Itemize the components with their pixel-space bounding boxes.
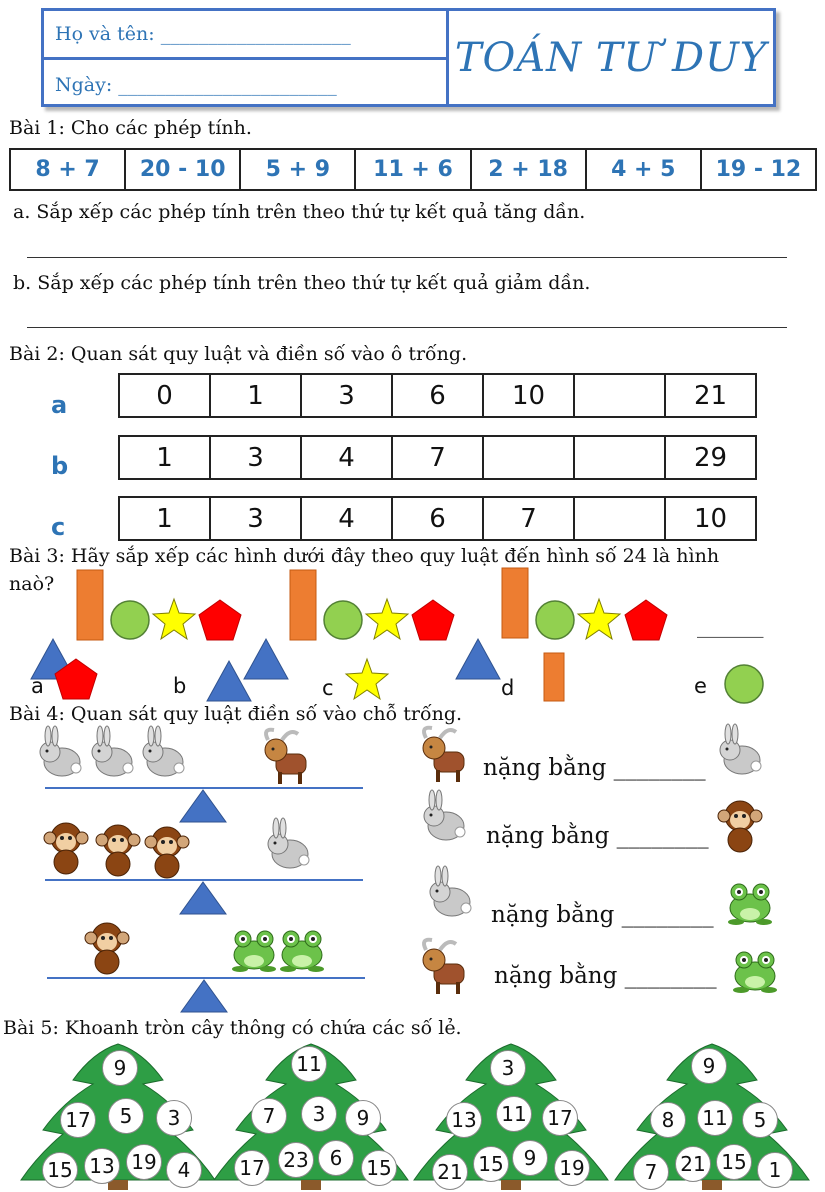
tree-number: 11 xyxy=(496,1096,532,1132)
frog-icon xyxy=(733,952,777,993)
answer-line-b[interactable] xyxy=(27,327,787,328)
bai3-answer-blank[interactable]: _______ xyxy=(697,616,764,638)
tree-number: 7 xyxy=(633,1154,669,1190)
header-box xyxy=(41,8,776,107)
expression-cell: 20 - 10 xyxy=(126,150,241,189)
page-title: TOÁN TƯ DUY xyxy=(454,34,768,81)
triangle-shape xyxy=(244,639,288,679)
tree-number: 13 xyxy=(446,1102,482,1138)
bai4-title: Bài 4: Quan sát quy luật điền số vào chỗ trống. xyxy=(9,703,463,725)
option-b-label: b xyxy=(173,674,187,698)
expression-cell: 8 + 7 xyxy=(11,150,126,189)
answer-line-a[interactable] xyxy=(27,257,787,258)
pentagon-shape xyxy=(199,600,241,640)
bai1-question-b: b. Sắp xếp các phép tính trên theo thứ tự kết quả giảm dần. xyxy=(13,272,591,294)
sequence-cell: 0 xyxy=(120,375,211,416)
tree-number: 11 xyxy=(291,1046,327,1082)
monkey-icon xyxy=(718,801,762,852)
tree-number: 15 xyxy=(361,1150,397,1186)
tree-number: 8 xyxy=(650,1102,686,1138)
tree-number: 15 xyxy=(42,1152,78,1188)
triangle-shape xyxy=(456,639,500,679)
tree-number: 21 xyxy=(432,1154,468,1190)
sequence-cell: 4 xyxy=(302,498,393,539)
expression-cell: 4 + 5 xyxy=(587,150,702,189)
tree-number: 15 xyxy=(716,1144,752,1180)
tree-number: 7 xyxy=(251,1098,287,1134)
tree-number: 17 xyxy=(542,1100,578,1136)
bai3-title-2: naò? xyxy=(9,573,55,595)
date-label: Ngày: _______________________ xyxy=(55,74,337,96)
frog-icon xyxy=(232,931,276,972)
sequence-cell: 6 xyxy=(393,375,484,416)
star-shape xyxy=(153,599,195,639)
sequence-cell: 1 xyxy=(211,375,302,416)
comparison-text-4[interactable]: nặng bằng ________ xyxy=(494,963,717,989)
tree-number: 11 xyxy=(697,1100,733,1136)
sequence-row-c xyxy=(118,496,757,541)
rabbit-icon xyxy=(720,724,761,774)
row-label-a: a xyxy=(51,391,68,419)
sequence-cell: 3 xyxy=(211,437,302,478)
tree-number: 23 xyxy=(278,1142,314,1178)
circle-shape xyxy=(536,601,574,639)
sequence-cell-blank[interactable] xyxy=(484,437,575,478)
tree-number: 17 xyxy=(234,1150,270,1186)
sequence-cell: 3 xyxy=(211,498,302,539)
row-label-c: c xyxy=(51,513,66,541)
star-shape xyxy=(578,599,620,639)
option-d-rectangle[interactable] xyxy=(544,653,564,701)
tree-number: 6 xyxy=(318,1140,354,1176)
tree-number: 13 xyxy=(84,1148,120,1184)
expression-cell: 2 + 18 xyxy=(472,150,587,189)
sequence-cell-blank[interactable] xyxy=(575,437,666,478)
tree-number: 9 xyxy=(102,1050,138,1086)
tree-number: 19 xyxy=(126,1144,162,1180)
comparison-text-3[interactable]: nặng bằng ________ xyxy=(491,902,714,928)
option-c-star[interactable] xyxy=(346,659,388,699)
comparison-text-2[interactable]: nặng bằng ________ xyxy=(486,823,709,849)
rabbit-icon xyxy=(430,866,471,916)
sequence-cell: 4 xyxy=(302,437,393,478)
expression-cell: 19 - 12 xyxy=(715,157,802,182)
sequence-row-b xyxy=(118,435,757,480)
goat-icon xyxy=(423,940,464,994)
tree-number: 21 xyxy=(675,1146,711,1182)
sequence-cell: 1 xyxy=(120,437,211,478)
expression-table xyxy=(9,148,817,191)
sequence-cell: 7 xyxy=(484,498,575,539)
tree-number: 5 xyxy=(108,1098,144,1134)
goat-icon xyxy=(423,728,464,782)
bai2-title: Bài 2: Quan sát quy luật và điền số vào ô trống. xyxy=(9,343,468,365)
bai1-title: Bài 1: Cho các phép tính. xyxy=(9,117,252,139)
name-label: Họ và tên: ____________________ xyxy=(55,23,351,45)
sequence-cell: 6 xyxy=(393,498,484,539)
pentagon-shape xyxy=(625,600,667,640)
rabbit-icon xyxy=(40,726,81,776)
rabbit-icon xyxy=(424,790,465,840)
star-shape xyxy=(366,599,408,639)
rabbit-icon xyxy=(92,726,133,776)
sequence-cell: 1 xyxy=(120,498,211,539)
monkey-icon xyxy=(96,825,140,876)
rectangle-shape xyxy=(77,570,103,640)
sequence-cell: 21 xyxy=(693,380,728,411)
sequence-cell: 10 xyxy=(484,375,575,416)
fulcrum-icon xyxy=(180,790,226,822)
monkey-icon xyxy=(44,823,88,874)
sequence-cell: 10 xyxy=(693,503,728,534)
pentagon-shape xyxy=(412,600,454,640)
rectangle-shape xyxy=(290,570,316,640)
bai3-title: Bài 3: Hãy sắp xếp các hình dưới đây theo quy luật đến hình số 24 là hình xyxy=(9,545,720,567)
tree-number: 15 xyxy=(473,1146,509,1182)
header-divider xyxy=(44,57,446,60)
option-d-label: d xyxy=(501,676,515,700)
monkey-icon xyxy=(85,923,129,974)
sequence-cell-blank[interactable] xyxy=(575,375,666,416)
frog-icon xyxy=(728,884,772,925)
frog-icon xyxy=(280,931,324,972)
bai1-question-a: a. Sắp xếp các phép tính trên theo thứ tự kết quả tăng dần. xyxy=(13,201,586,223)
option-e-label: e xyxy=(694,674,707,698)
tree-number: 1 xyxy=(757,1152,793,1188)
rabbit-icon xyxy=(268,818,309,868)
tree-number: 3 xyxy=(490,1050,526,1086)
tree-number: 5 xyxy=(742,1102,778,1138)
row-label-b: b xyxy=(51,452,69,480)
tree-number: 19 xyxy=(554,1150,590,1186)
tree-number: 9 xyxy=(691,1048,727,1084)
goat-icon xyxy=(265,730,306,784)
expression-cell: 5 + 9 xyxy=(241,150,356,189)
sequence-cell-blank[interactable] xyxy=(575,498,666,539)
sequence-row-a xyxy=(118,373,757,418)
tree-number: 17 xyxy=(60,1102,96,1138)
fulcrum-icon xyxy=(180,882,226,914)
sequence-cell: 7 xyxy=(393,437,484,478)
tree-number: 3 xyxy=(156,1100,192,1136)
rabbit-icon xyxy=(143,726,184,776)
option-c-label: c xyxy=(322,676,334,700)
tree-number: 4 xyxy=(166,1152,202,1188)
monkey-icon xyxy=(145,827,189,878)
circle-shape xyxy=(324,601,362,639)
circle-shape xyxy=(111,601,149,639)
expression-cell: 11 + 6 xyxy=(356,150,471,189)
option-e-circle[interactable] xyxy=(725,665,763,703)
tree-number: 3 xyxy=(301,1096,337,1132)
rectangle-shape xyxy=(502,568,528,638)
fulcrum-icon xyxy=(181,980,227,1012)
option-a-label: a xyxy=(31,674,44,698)
sequence-cell: 29 xyxy=(693,442,728,473)
bai5-title: Bài 5: Khoanh tròn cây thông có chứa các số lẻ. xyxy=(3,1017,462,1039)
tree-number: 9 xyxy=(512,1140,548,1176)
sequence-cell: 3 xyxy=(302,375,393,416)
comparison-text-1[interactable]: nặng bằng ________ xyxy=(483,755,706,781)
option-b-triangle[interactable] xyxy=(207,661,251,701)
tree-number: 9 xyxy=(345,1100,381,1136)
